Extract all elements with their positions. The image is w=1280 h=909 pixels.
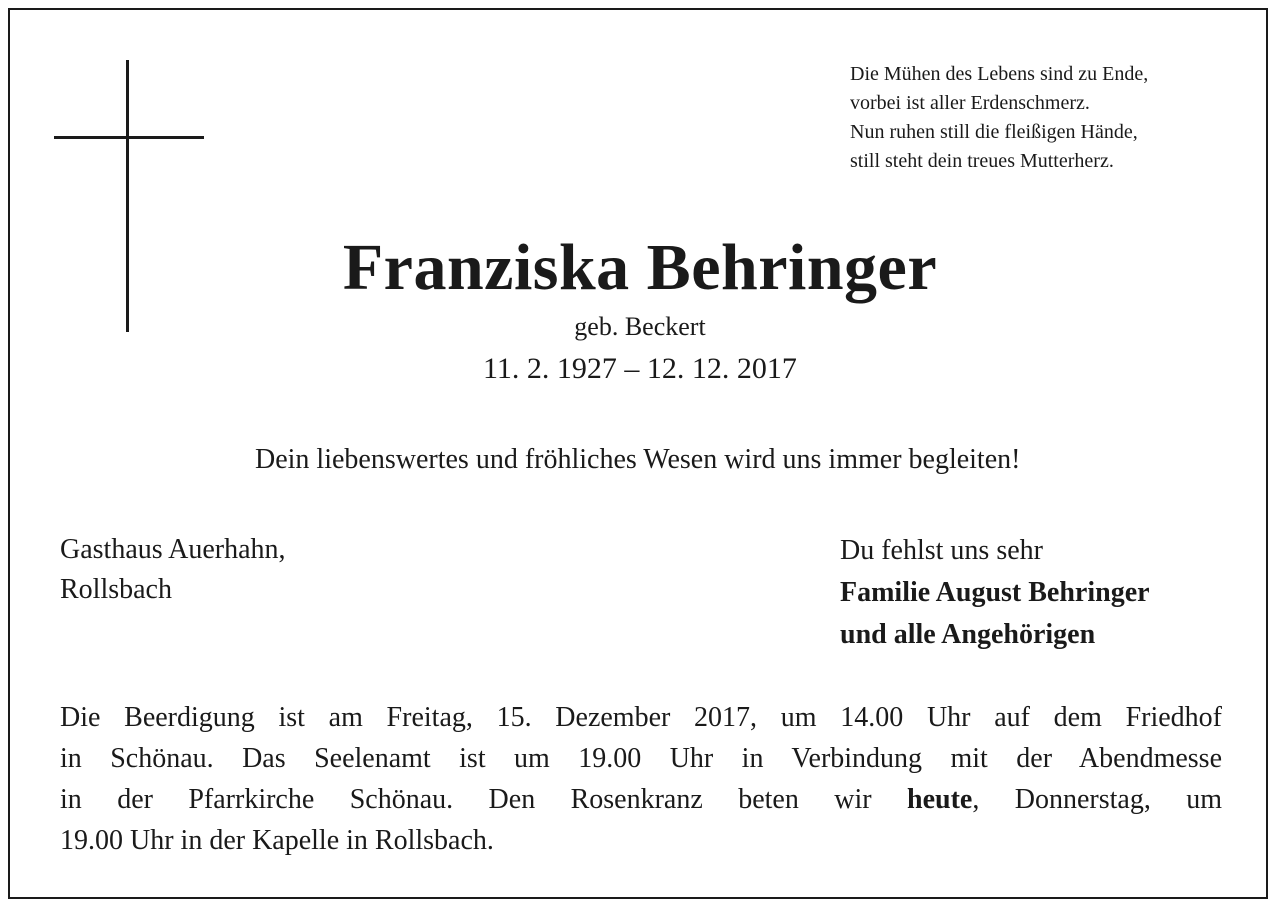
poem-line: Die Mühen des Lebens sind zu Ende, xyxy=(850,63,1149,85)
funeral-highlight: heute xyxy=(907,784,973,815)
funeral-text: in der Pfarrkirche Schönau. Den Rosenkranz beten wir xyxy=(60,784,872,815)
poem-line: still steht dein treues Mutterherz. xyxy=(850,150,1114,172)
sender-line: Rollsbach xyxy=(60,574,172,605)
signature-intro: Du fehlst uns sehr xyxy=(840,535,1043,566)
signature-family: Familie August Behringer xyxy=(840,577,1150,608)
memorial-quote: Dein liebenswertes und fröhliches Wesen wird uns immer begleiten! xyxy=(255,444,1021,475)
funeral-line: 19.00 Uhr in der Kapelle in Rollsbach. xyxy=(60,825,494,856)
deceased-name-text: Franziska Behringer xyxy=(342,231,938,304)
sender-line: Gasthaus Auerhahn, xyxy=(60,534,286,565)
funeral-line: in Schönau. Das Seelenamt ist um 19.00 Uhr in Verbindung mit der Abendmesse xyxy=(60,743,1222,774)
life-dates xyxy=(90,352,1280,386)
funeral-text: , Donnerstag, um xyxy=(972,784,1223,815)
funeral-line xyxy=(60,779,1222,820)
poem-line: vorbei ist aller Erdenschmerz. xyxy=(850,92,1090,114)
funeral-line: Die Beerdigung ist am Freitag, 15. Dezember 2017, um 14.00 Uhr auf dem Friedhof xyxy=(60,702,1222,733)
poem-line: Nun ruhen still die fleißigen Hände, xyxy=(850,121,1138,143)
birth-name xyxy=(90,312,1280,342)
deceased-name xyxy=(90,230,1280,306)
signature-relatives: und alle Angehörigen xyxy=(840,619,1096,650)
birth-name-text: geb. Beckert xyxy=(574,312,706,341)
funeral-details xyxy=(60,697,1222,861)
family-signature xyxy=(840,530,1150,656)
life-dates-text: 11. 2. 1927 – 12. 12. 2017 xyxy=(483,352,797,385)
poem xyxy=(850,60,1148,176)
left-sender-block xyxy=(60,530,286,610)
